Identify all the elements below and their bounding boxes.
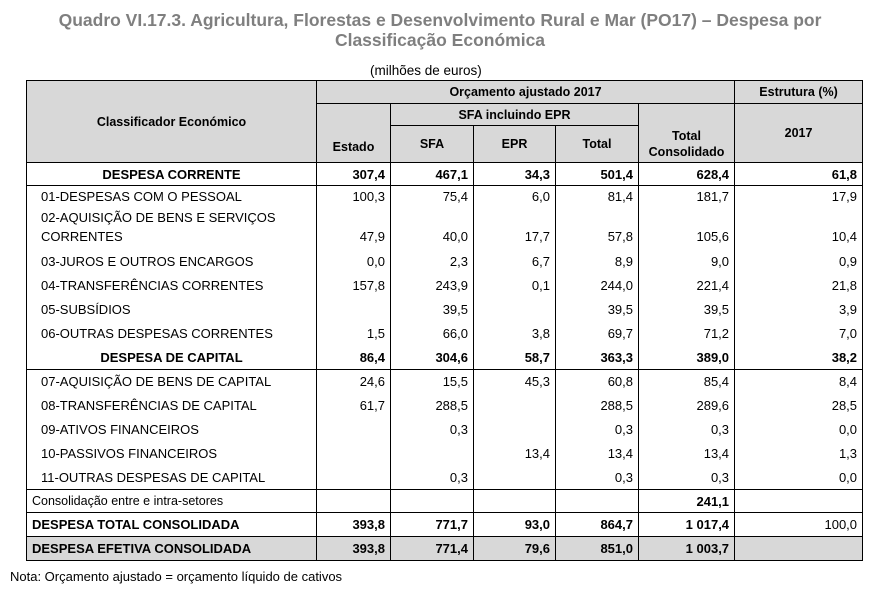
cell-epr: 6,7 bbox=[474, 250, 556, 274]
header-year: 2017 bbox=[735, 104, 863, 163]
row-label: DESPESA DE CAPITAL bbox=[27, 346, 317, 370]
row-label: 11-OUTRAS DESPESAS DE CAPITAL bbox=[27, 466, 317, 490]
cell-estado: 47,9 bbox=[317, 208, 391, 250]
cell-consolidado: 1 003,7 bbox=[639, 537, 735, 561]
footnote: Nota: Orçamento ajustado = orçamento líquido de cativos bbox=[10, 569, 343, 584]
table-row bbox=[27, 513, 863, 537]
row-label-line2: CORRENTES bbox=[41, 228, 123, 244]
header-sfa: SFA bbox=[391, 126, 474, 163]
cell-estrutura bbox=[735, 537, 863, 561]
cell-total: 8,9 bbox=[556, 250, 639, 274]
cell-total: 0,3 bbox=[556, 418, 639, 442]
table-row bbox=[27, 490, 863, 513]
cell-consolidado: 105,6 bbox=[639, 208, 735, 250]
cell-epr bbox=[474, 466, 556, 490]
cell-total: 363,3 bbox=[556, 346, 639, 370]
table-row bbox=[27, 442, 863, 466]
row-label: DESPESA CORRENTE bbox=[27, 163, 317, 186]
cell-sfa: 40,0 bbox=[391, 208, 474, 250]
table-row bbox=[27, 186, 863, 208]
header-estrutura: Estrutura (%) bbox=[735, 81, 863, 104]
cell-estado: 86,4 bbox=[317, 346, 391, 370]
cell-estado: 1,5 bbox=[317, 322, 391, 346]
table-title bbox=[0, 10, 880, 50]
cell-consolidado: 9,0 bbox=[639, 250, 735, 274]
cell-total: 81,4 bbox=[556, 186, 639, 208]
cell-estado: 393,8 bbox=[317, 537, 391, 561]
cell-consolidado: 241,1 bbox=[639, 490, 735, 513]
cell-sfa bbox=[391, 490, 474, 513]
cell-epr: 3,8 bbox=[474, 322, 556, 346]
cell-sfa: 243,9 bbox=[391, 274, 474, 298]
cell-epr: 6,0 bbox=[474, 186, 556, 208]
cell-estado: 24,6 bbox=[317, 370, 391, 394]
cell-total: 851,0 bbox=[556, 537, 639, 561]
cell-estrutura: 7,0 bbox=[735, 322, 863, 346]
title-line-2: Classificação Económica bbox=[334, 30, 546, 50]
cell-estrutura: 10,4 bbox=[735, 208, 863, 250]
cell-epr bbox=[474, 418, 556, 442]
table-row bbox=[27, 163, 863, 186]
table-row bbox=[27, 250, 863, 274]
cell-total bbox=[556, 490, 639, 513]
cell-consolidado: 0,3 bbox=[639, 418, 735, 442]
cell-consolidado: 1 017,4 bbox=[639, 513, 735, 537]
cell-total: 13,4 bbox=[556, 442, 639, 466]
cell-sfa: 467,1 bbox=[391, 163, 474, 186]
row-label: 04-TRANSFERÊNCIAS CORRENTES bbox=[27, 274, 317, 298]
cell-estrutura: 3,9 bbox=[735, 298, 863, 322]
cell-estrutura: 21,8 bbox=[735, 274, 863, 298]
cell-total: 0,3 bbox=[556, 466, 639, 490]
cell-total: 244,0 bbox=[556, 274, 639, 298]
row-label: 06-OUTRAS DESPESAS CORRENTES bbox=[27, 322, 317, 346]
cell-consolidado: 628,4 bbox=[639, 163, 735, 186]
row-label: DESPESA EFETIVA CONSOLIDADA bbox=[27, 537, 317, 561]
table-row bbox=[27, 537, 863, 561]
cell-consolidado: 289,6 bbox=[639, 394, 735, 418]
cell-estrutura: 0,9 bbox=[735, 250, 863, 274]
table-row bbox=[27, 370, 863, 394]
cell-estrutura: 17,9 bbox=[735, 186, 863, 208]
row-label: Consolidação entre e intra-setores bbox=[27, 490, 317, 513]
cell-estrutura: 61,8 bbox=[735, 163, 863, 186]
table-row bbox=[27, 274, 863, 298]
cell-sfa: 75,4 bbox=[391, 186, 474, 208]
table-row bbox=[27, 466, 863, 490]
cell-consolidado: 181,7 bbox=[639, 186, 735, 208]
cell-estado bbox=[317, 490, 391, 513]
cell-epr: 13,4 bbox=[474, 442, 556, 466]
table-row bbox=[27, 322, 863, 346]
row-label bbox=[27, 208, 317, 250]
table-row bbox=[27, 208, 863, 250]
cell-sfa: 0,3 bbox=[391, 466, 474, 490]
cell-consolidado: 39,5 bbox=[639, 298, 735, 322]
header-sfa-incl: SFA incluindo EPR bbox=[391, 104, 639, 126]
cell-sfa bbox=[391, 442, 474, 466]
header-total: Total bbox=[556, 126, 639, 163]
row-label: 05-SUBSÍDIOS bbox=[27, 298, 317, 322]
cell-estado: 307,4 bbox=[317, 163, 391, 186]
header-total-consolidado-line2: Consolidado bbox=[648, 145, 725, 159]
header-classificador: Classificador Económico bbox=[27, 81, 317, 163]
cell-total: 57,8 bbox=[556, 208, 639, 250]
table-row bbox=[27, 394, 863, 418]
cell-estado: 157,8 bbox=[317, 274, 391, 298]
row-label: 10-PASSIVOS FINANCEIROS bbox=[27, 442, 317, 466]
cell-estado bbox=[317, 298, 391, 322]
row-label: 09-ATIVOS FINANCEIROS bbox=[27, 418, 317, 442]
row-label: 08-TRANSFERÊNCIAS DE CAPITAL bbox=[27, 394, 317, 418]
cell-sfa: 771,4 bbox=[391, 537, 474, 561]
cell-sfa: 39,5 bbox=[391, 298, 474, 322]
cell-epr bbox=[474, 490, 556, 513]
cell-estrutura: 0,0 bbox=[735, 418, 863, 442]
cell-total: 39,5 bbox=[556, 298, 639, 322]
cell-epr: 79,6 bbox=[474, 537, 556, 561]
cell-estrutura: 38,2 bbox=[735, 346, 863, 370]
table-row bbox=[27, 346, 863, 370]
header-total-consolidado bbox=[639, 104, 735, 163]
cell-consolidado: 85,4 bbox=[639, 370, 735, 394]
cell-estado: 393,8 bbox=[317, 513, 391, 537]
cell-epr: 17,7 bbox=[474, 208, 556, 250]
cell-estado: 0,0 bbox=[317, 250, 391, 274]
cell-consolidado: 221,4 bbox=[639, 274, 735, 298]
cell-total: 288,5 bbox=[556, 394, 639, 418]
cell-estrutura: 0,0 bbox=[735, 466, 863, 490]
cell-sfa: 288,5 bbox=[391, 394, 474, 418]
cell-estrutura: 28,5 bbox=[735, 394, 863, 418]
cell-epr bbox=[474, 394, 556, 418]
cell-epr: 45,3 bbox=[474, 370, 556, 394]
cell-sfa: 15,5 bbox=[391, 370, 474, 394]
cell-total: 60,8 bbox=[556, 370, 639, 394]
cell-sfa: 2,3 bbox=[391, 250, 474, 274]
cell-epr: 58,7 bbox=[474, 346, 556, 370]
cell-estrutura: 8,4 bbox=[735, 370, 863, 394]
expense-table bbox=[26, 80, 863, 561]
row-label: 07-AQUISIÇÃO DE BENS DE CAPITAL bbox=[27, 370, 317, 394]
title-line-1: Quadro VI.17.3. Agricultura, Florestas e Desenvolvimento Rural e Mar (PO17) – Despesa por bbox=[58, 10, 822, 30]
row-label: 03-JUROS E OUTROS ENCARGOS bbox=[27, 250, 317, 274]
cell-consolidado: 0,3 bbox=[639, 466, 735, 490]
cell-estrutura: 1,3 bbox=[735, 442, 863, 466]
cell-estado: 100,3 bbox=[317, 186, 391, 208]
cell-epr bbox=[474, 298, 556, 322]
cell-sfa: 66,0 bbox=[391, 322, 474, 346]
cell-total: 501,4 bbox=[556, 163, 639, 186]
cell-epr: 93,0 bbox=[474, 513, 556, 537]
row-label-line1: 02-AQUISIÇÃO DE BENS E SERVIÇOS bbox=[41, 209, 276, 225]
cell-consolidado: 71,2 bbox=[639, 322, 735, 346]
cell-sfa: 0,3 bbox=[391, 418, 474, 442]
cell-estrutura: 100,0 bbox=[735, 513, 863, 537]
row-label: DESPESA TOTAL CONSOLIDADA bbox=[27, 513, 317, 537]
cell-estrutura bbox=[735, 490, 863, 513]
header-total-consolidado-line1: Total bbox=[672, 129, 701, 143]
units-label: (milhões de euros) bbox=[370, 63, 482, 78]
cell-total: 69,7 bbox=[556, 322, 639, 346]
cell-sfa: 771,7 bbox=[391, 513, 474, 537]
cell-estado bbox=[317, 442, 391, 466]
cell-consolidado: 13,4 bbox=[639, 442, 735, 466]
cell-epr: 0,1 bbox=[474, 274, 556, 298]
cell-estado bbox=[317, 466, 391, 490]
header-estado: Estado bbox=[317, 104, 391, 163]
header-orcamento: Orçamento ajustado 2017 bbox=[317, 81, 735, 104]
cell-total: 864,7 bbox=[556, 513, 639, 537]
table-row bbox=[27, 418, 863, 442]
header-epr: EPR bbox=[474, 126, 556, 163]
cell-estado: 61,7 bbox=[317, 394, 391, 418]
cell-sfa: 304,6 bbox=[391, 346, 474, 370]
cell-estado bbox=[317, 418, 391, 442]
cell-consolidado: 389,0 bbox=[639, 346, 735, 370]
table-row bbox=[27, 298, 863, 322]
cell-epr: 34,3 bbox=[474, 163, 556, 186]
row-label: 01-DESPESAS COM O PESSOAL bbox=[27, 186, 317, 208]
